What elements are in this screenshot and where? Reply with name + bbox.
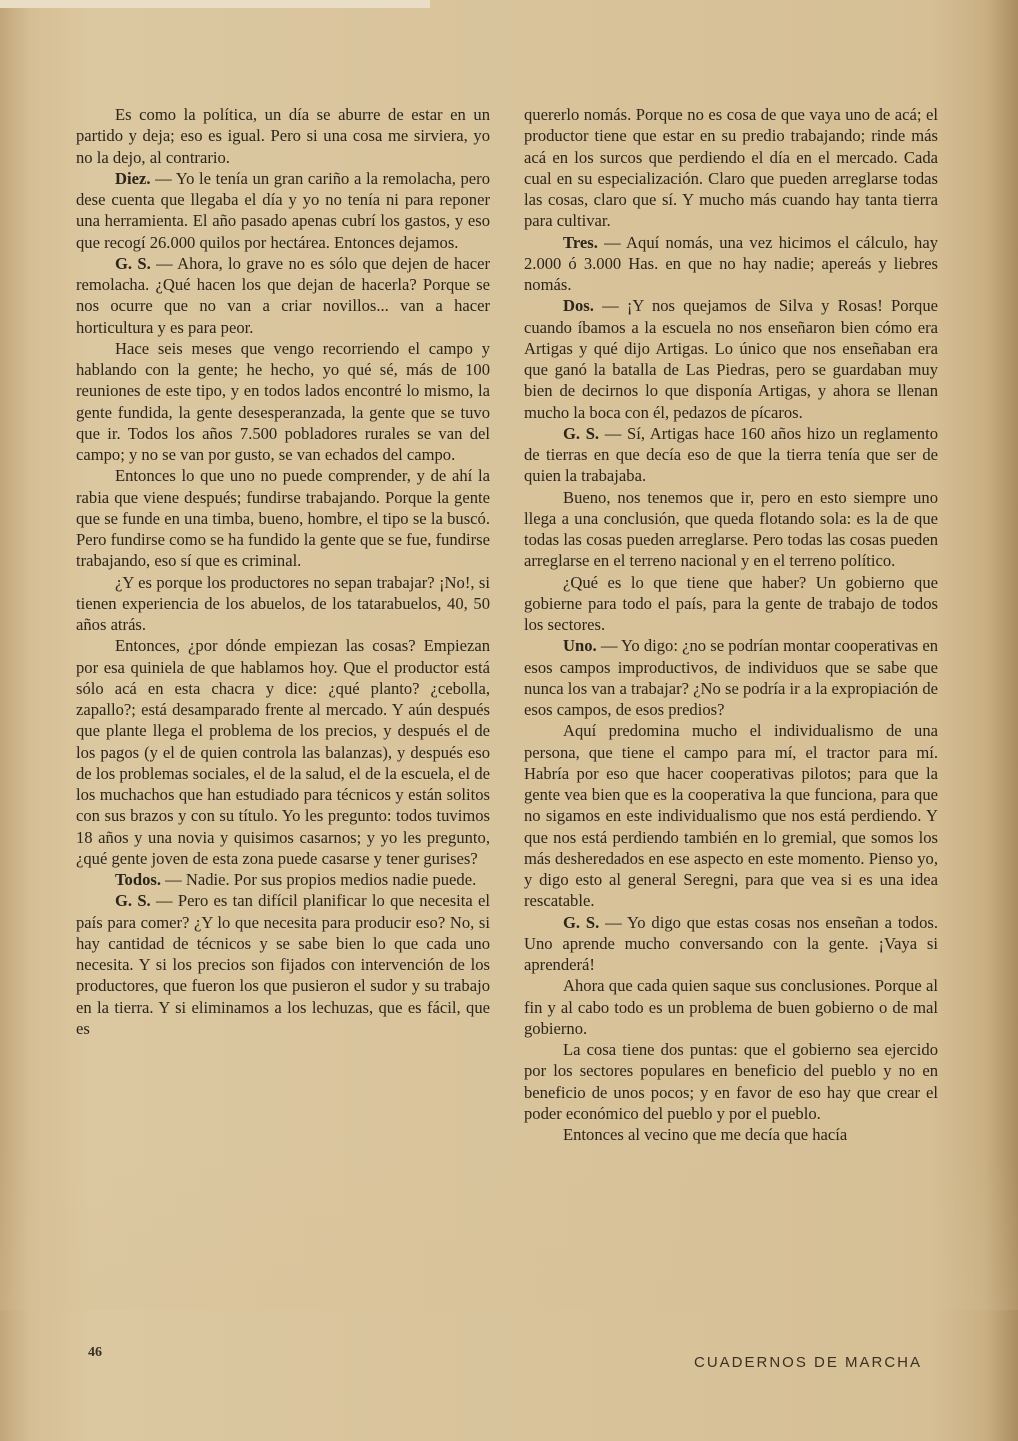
speaker-label: Tres. <box>563 232 598 252</box>
dialogue-paragraph <box>76 890 490 1039</box>
dialogue-text: — ¡Y nos quejamos de Silva y Rosas! Porque cuando íbamos a la escuela no nos enseñaron bien cómo era Artigas y qué dijo Artigas. Lo único que nos enseñaban era que ganó la batalla de Las Piedras, pero se guardaban muy bien de decirnos lo que disponía Artigas, y ahora se llenan mucho la boca con él, pedazos de pícaros. <box>524 296 938 422</box>
dialogue-paragraph <box>76 869 490 890</box>
speaker-label: G. S. <box>115 253 151 273</box>
dialogue-text: — Nadie. Por sus propios medios nadie puede. <box>160 870 477 889</box>
paragraph: Ahora que cada quien saque sus conclusiones. Porque al fin y al cabo todo es un problema de buen gobierno o de mal gobierno. <box>524 976 938 1038</box>
speaker-label: Diez. <box>115 168 151 188</box>
dialogue-paragraph <box>524 232 938 296</box>
paragraph: Hace seis meses que vengo recorriendo el campo y hablando con la gente; he hecho, yo qué sé, más de 100 reuniones de este tipo, y en todos lados encontré lo mismo, la gente fundida, la gente desesperanzada, la gente que se tuvo que ir. Todos los años 7.500 pobladores rurales se van del campo; y no se van por gusto, se van echados del campo. <box>76 338 490 464</box>
speaker-label: Todos. <box>115 870 161 889</box>
dialogue-paragraph <box>524 423 938 487</box>
dialogue-text: — Yo digo que estas cosas nos enseñan a todos. Uno aprende mucho conversando con la gente. ¡Vaya si aprenderá! <box>524 912 938 974</box>
dialogue-paragraph <box>524 295 938 423</box>
paragraph: ¿Qué es lo que tiene que haber? Un gobierno que gobierne para todo el país, para la gente de trabajo de todos los sectores. <box>524 572 938 634</box>
paragraph: Bueno, nos tenemos que ir, pero en esto siempre uno llega a una conclusión, que queda flotando sola: es la de que todas las cosas pueden arreglarse. Pero todas las cosas pueden arreglarse en el terreno nacional y en el terreno político. <box>524 487 938 571</box>
dialogue-paragraph <box>76 253 490 338</box>
running-footer: CUADERNOS DE MARCHA <box>694 1354 923 1371</box>
page-number: 46 <box>88 1345 102 1360</box>
dialogue-text: — Yo le tenía un gran cariño a la remolacha, pero dese cuenta que llegaba el día y yo no tenía ni para reponer una herramienta. El año pasado apenas cubrí los gastos, y eso que recogí 26.000 quilos por hectárea. Entonces dejamos. <box>76 168 490 252</box>
paragraph: ¿Y es porque los productores no sepan trabajar? ¡No!, si tienen experiencia de los abuelos, de los tatarabuelos, 40, 50 años atrás. <box>76 572 490 634</box>
paragraph: Entonces lo que uno no puede comprender, y de ahí la rabia que viene después; fundirse trabajando. Porque la gente que se funde en una timba, bueno, hombre, el tipo se la buscó. Pero fundirse como se ha fundido la gente que se fue, fundirse trabajando, eso sí que es criminal. <box>76 466 490 571</box>
speaker-label: Uno. <box>563 636 597 656</box>
paragraph: Es como la política, un día se aburre de estar en un partido y deja; eso es igual. Pero si una cosa me sirviera, yo no la dejo, al contrario. <box>76 105 490 167</box>
speaker-label: G. S. <box>563 423 600 443</box>
dialogue-text: — Yo digo: ¿no se podrían montar cooperativas en esos campos improductivos, de individuos que se sabe que nunca los van a trabajar? ¿No se podría ir a la expropiación de esos campos, de esos predios? <box>524 636 938 719</box>
paragraph: Entonces, ¿por dónde empiezan las cosas? Empiezan por esa quiniela de que hablamos hoy. Que el productor está sólo acá en esta chacra y dice: ¿qué planto? ¿cebolla, zapallo?; está desamparado frente al mercado. Y aún después que plante llega el problema de los precios, y después el de los pagos (y el de quien controla las balanzas), y después eso de los problemas sociales, el de la salud, el de la escuela, el de los muchachos que han estudiado para técnicos y están solitos con sus brazos y con su título. Yo les pregunto: todos tuvimos 18 años y una novia y quisimos casarnos; y yo les pregunto, ¿qué gente joven de esta zona puede casarse y tener gurises? <box>76 636 490 868</box>
dialogue-text: — Aquí nomás, una vez hicimos el cálculo, hay 2.000 ó 3.000 Has. en que no hay nadie; apereás y liebres nomás. <box>524 232 938 294</box>
dialogue-text: — Pero es tan difícil planificar lo que necesita el país para comer? ¿Y lo que necesita para producir eso? No, si hay cantidad de técnicos y se sabe bien lo que cada uno necesita. Y si los precios son fijados con intervención de los productores, que fueron los que pusieron el sudor y su trabajo en la tierra. Y si eliminamos a los lechuzas, que es fácil, que es <box>76 891 490 1038</box>
paragraph: Entonces al vecino que me decía que hacía <box>563 1125 848 1144</box>
speaker-label: G. S. <box>115 891 151 911</box>
dialogue-paragraph <box>524 635 938 720</box>
right-column <box>524 104 938 1145</box>
left-column <box>76 104 490 1039</box>
dialogue-paragraph <box>524 912 938 976</box>
paragraph: La cosa tiene dos puntas: que el gobierno sea ejercido por los sectores populares en beneficio del pueblo y no en beneficio de unos pocos; y en favor de eso hay que crear el poder económico del pueblo y por el pueblo. <box>524 1040 938 1123</box>
paragraph: Aquí predomina mucho el individualismo de una persona, que tiene el campo para mí, el tractor para mí. Habría por eso que hacer cooperativas pilotos; para que la gente vea bien que es la cooperativa la que funciona, para que no sigamos en este individualismo que nos está perdiendo. Y que nos está perdiendo también en lo gremial, que somos los más desheredados en ese aspecto en este momento. Pienso yo, y digo esto al general Seregni, para que vea si es una idea rescatable. <box>524 721 938 911</box>
dialogue-text: — Sí, Artigas hace 160 años hizo un reglamento de tierras en que decía eso de que la tierra tenía que ser de quien la trabajaba. <box>524 423 938 486</box>
paragraph: quererlo nomás. Porque no es cosa de que vaya uno de acá; el productor tiene que estar en su predio trabajando; rinde más acá en los surcos que perdiendo el día en el mercado. Cada cual en su especialización. Claro que pueden arreglarse todas las cosas, claro que sí. Y mucho más cuando hay tanta tierra para cultivar. <box>524 105 938 231</box>
page-edge-strip <box>0 0 430 8</box>
print-fade-overlay <box>0 1150 1018 1310</box>
speaker-label: Dos. <box>563 296 594 316</box>
dialogue-paragraph <box>76 168 490 253</box>
speaker-label: G. S. <box>563 912 600 932</box>
dialogue-text: — Ahora, lo grave no es sólo que dejen de hacer remolacha. ¿Qué hacen los que dejan de hacerla? Porque se nos ocurre que no van a criar novillos... van a hacer horticultura y es para peor. <box>76 253 490 337</box>
